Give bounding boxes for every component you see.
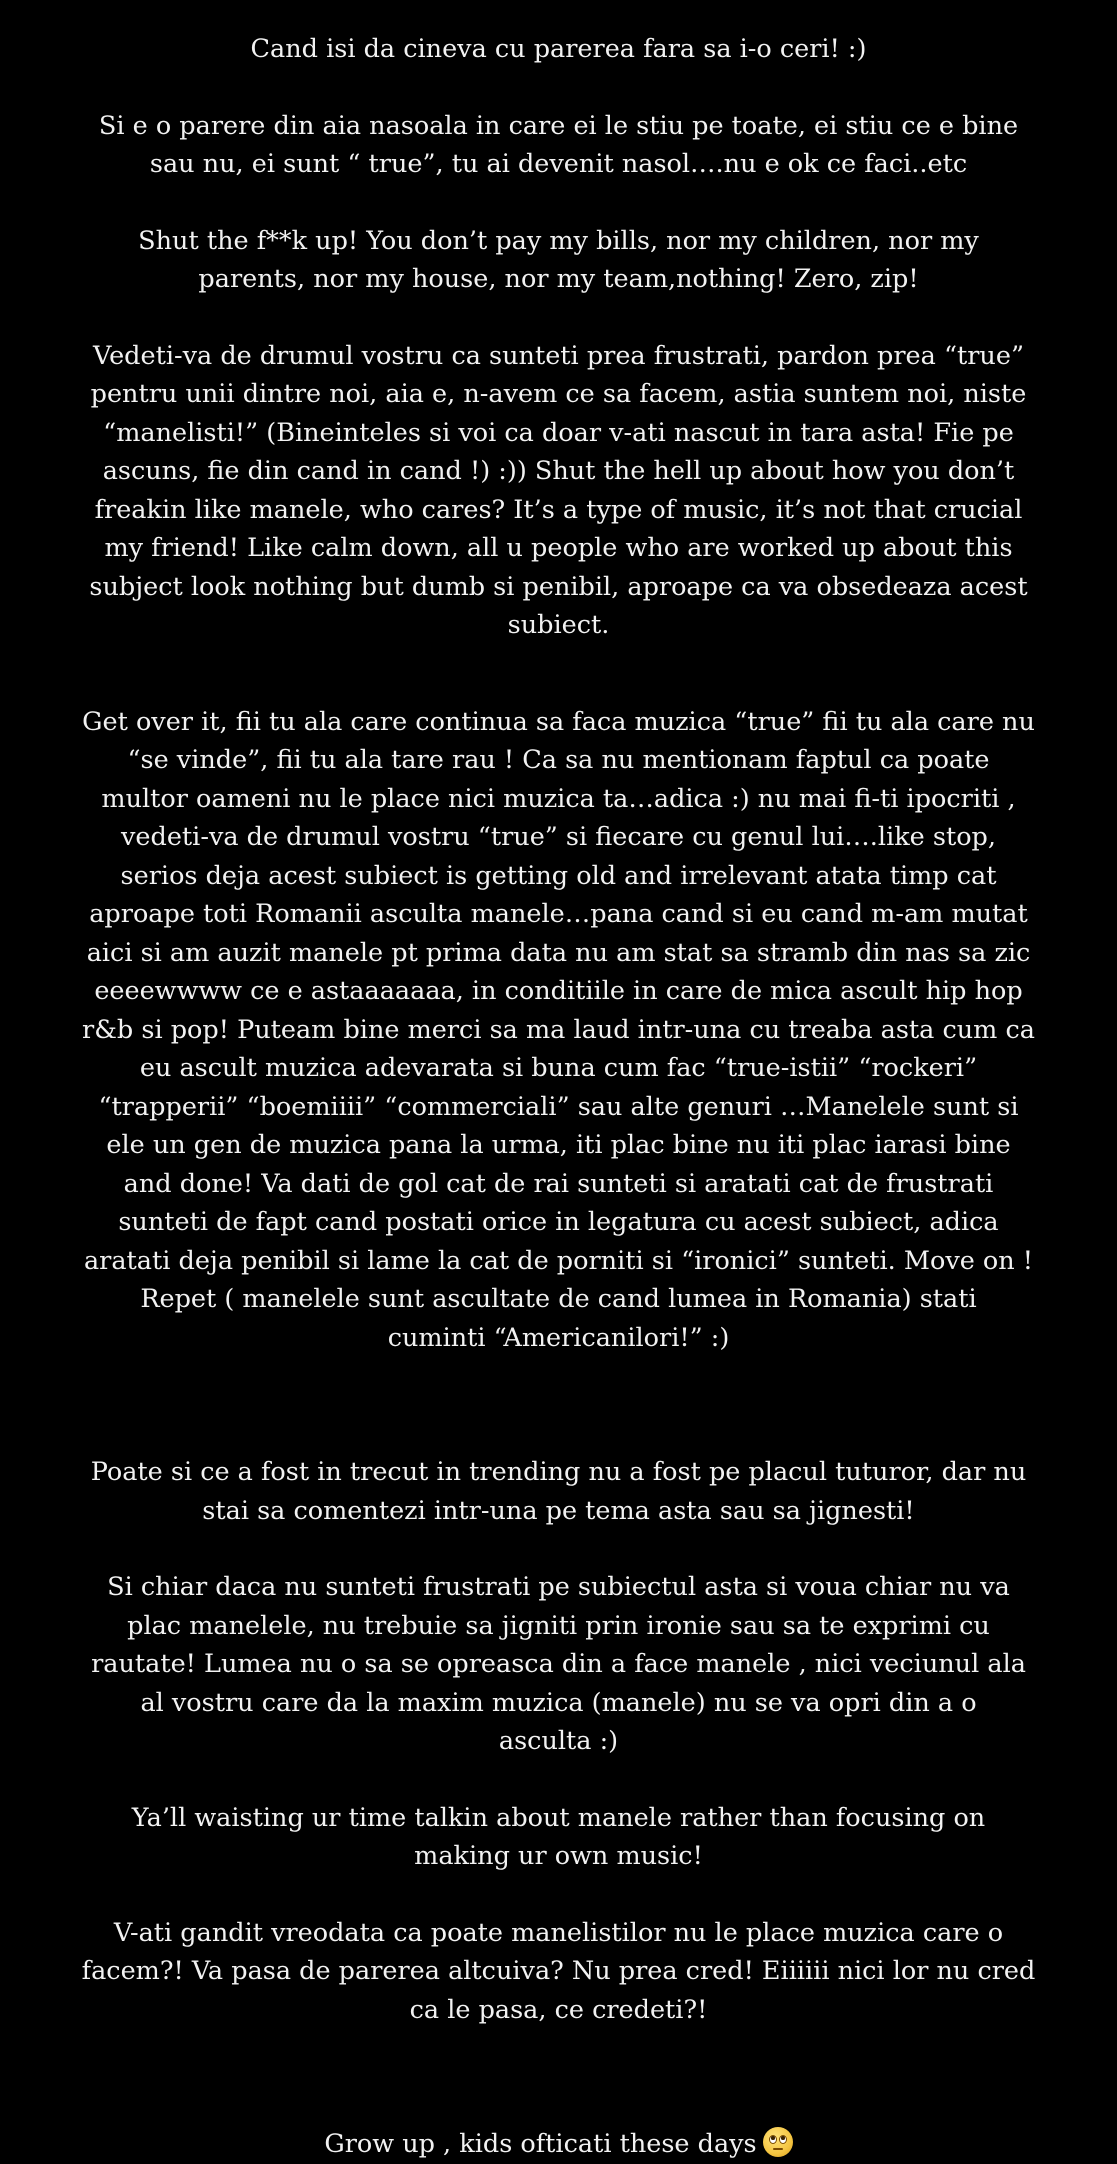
story-closing-text: Grow up , kids ofticati these days <box>324 2129 757 2159</box>
story-paragraph-6: Poate si ce a fost in trecut in trending nu a fost pe placul tuturor, dar nu stai sa comentezi intr-una pe tema asta sau sa jignesti! <box>90 1457 1027 1526</box>
story-paragraph-4: Vedeti-va de drumul vostru ca sunteti prea frustrati, pardon prea “true” pentru unii dintre noi, aia e, n-avem ce sa facem, astia suntem noi, niste “manelisti!” (Bineinteles si voi ca doar v-ati nascut in tara asta! Fie pe ascuns, fie din cand in cand !) :)) Shut the hell up about how you don’t freakin like manele, who cares? It’s a type of music, it’s not that crucial my friend! Like calm down, all u people who are worked up about this subject look nothing but dumb si penibil, aproape ca va obsedeaza acest subiect. <box>89 340 1028 640</box>
story-closing-line <box>60 2125 1057 2164</box>
story-paragraph-7: Si chiar daca nu sunteti frustrati pe subiectul asta si voua chiar nu va plac manelele, nu trebuie sa jigniti prin ironie sau sa te exprimi cu rautate! Lumea nu o sa se opreasca din a face manele , nici veciunul ala al vostru care da la maxim muzica (manele) nu se va opri din a o asculta :) <box>91 1572 1026 1756</box>
story-paragraph-2: Si e o parere din aia nasoala in care ei le stiu pe toate, ei stiu ce e bine sau nu, ei sunt “ true”, tu ai devenit nasol….nu e ok ce faci..etc <box>98 110 1019 179</box>
story-paragraph-1: Cand isi da cineva cu parerea fara sa i-o ceri! :) <box>250 34 867 64</box>
story-paragraph-8: Ya’ll waisting ur time talkin about manele rather than focusing on making ur own music! <box>131 1802 986 1871</box>
face-with-rolling-eyes-icon <box>763 2127 793 2157</box>
story-paragraph-5: Get over it, fii tu ala care continua sa faca muzica “true” fii tu ala care nu “se vinde”, fii tu ala tare rau ! Ca sa nu mentionam faptul ca poate multor oameni nu le place nici muzica ta…adica :) nu mai fi-ti ipocriti , vedeti-va de drumul vostru “true” si fiecare cu genul lui….like stop, serios deja acest subiect is getting old and irrelevant atata timp cat aproape toti Romanii asculta manele…pana cand si eu cand m-am mutat aici si am auzit manele pt prima data nu am stat sa stramb din nas sa zic eeeewwww ce e astaaaaaaa, in conditiile in care de mica ascult hip hop r&b si pop! Puteam bine merci sa ma laud intr-una cu treaba asta cum ca eu ascult muzica adevarata si buna cum fac “true-istii” “rockeri” “trapperii” “boemiiii” “commerciali” sau alte genuri …Manelele sunt si ele un gen de muzica pana la urma, iti plac bine nu iti plac iarasi bine and done! Va dati de gol cat de rai sunteti si aratati cat de frustrati sunteti de fapt cand postati orice in legatura cu acest subiect, adica aratati deja penibil si lame la cat de porniti si “ironici” sunteti. Move on ! Repet ( manelele sunt ascultate de cand lumea in Romania) stati cuminti “Americanilori!” :) <box>82 706 1035 1353</box>
story-paragraph-3: Shut the f**k up! You don’t pay my bills, nor my children, nor my parents, nor my house, nor my team,nothing! Zero, zip! <box>138 225 979 294</box>
story-paragraph-9: V-ati gandit vreodata ca poate manelistilor nu le place muzica care o facem?! Va pasa de parerea altcuiva? Nu prea cred! Eiiiiii nici lor nu cred ca le pasa, ce credeti?! <box>81 1917 1036 2025</box>
